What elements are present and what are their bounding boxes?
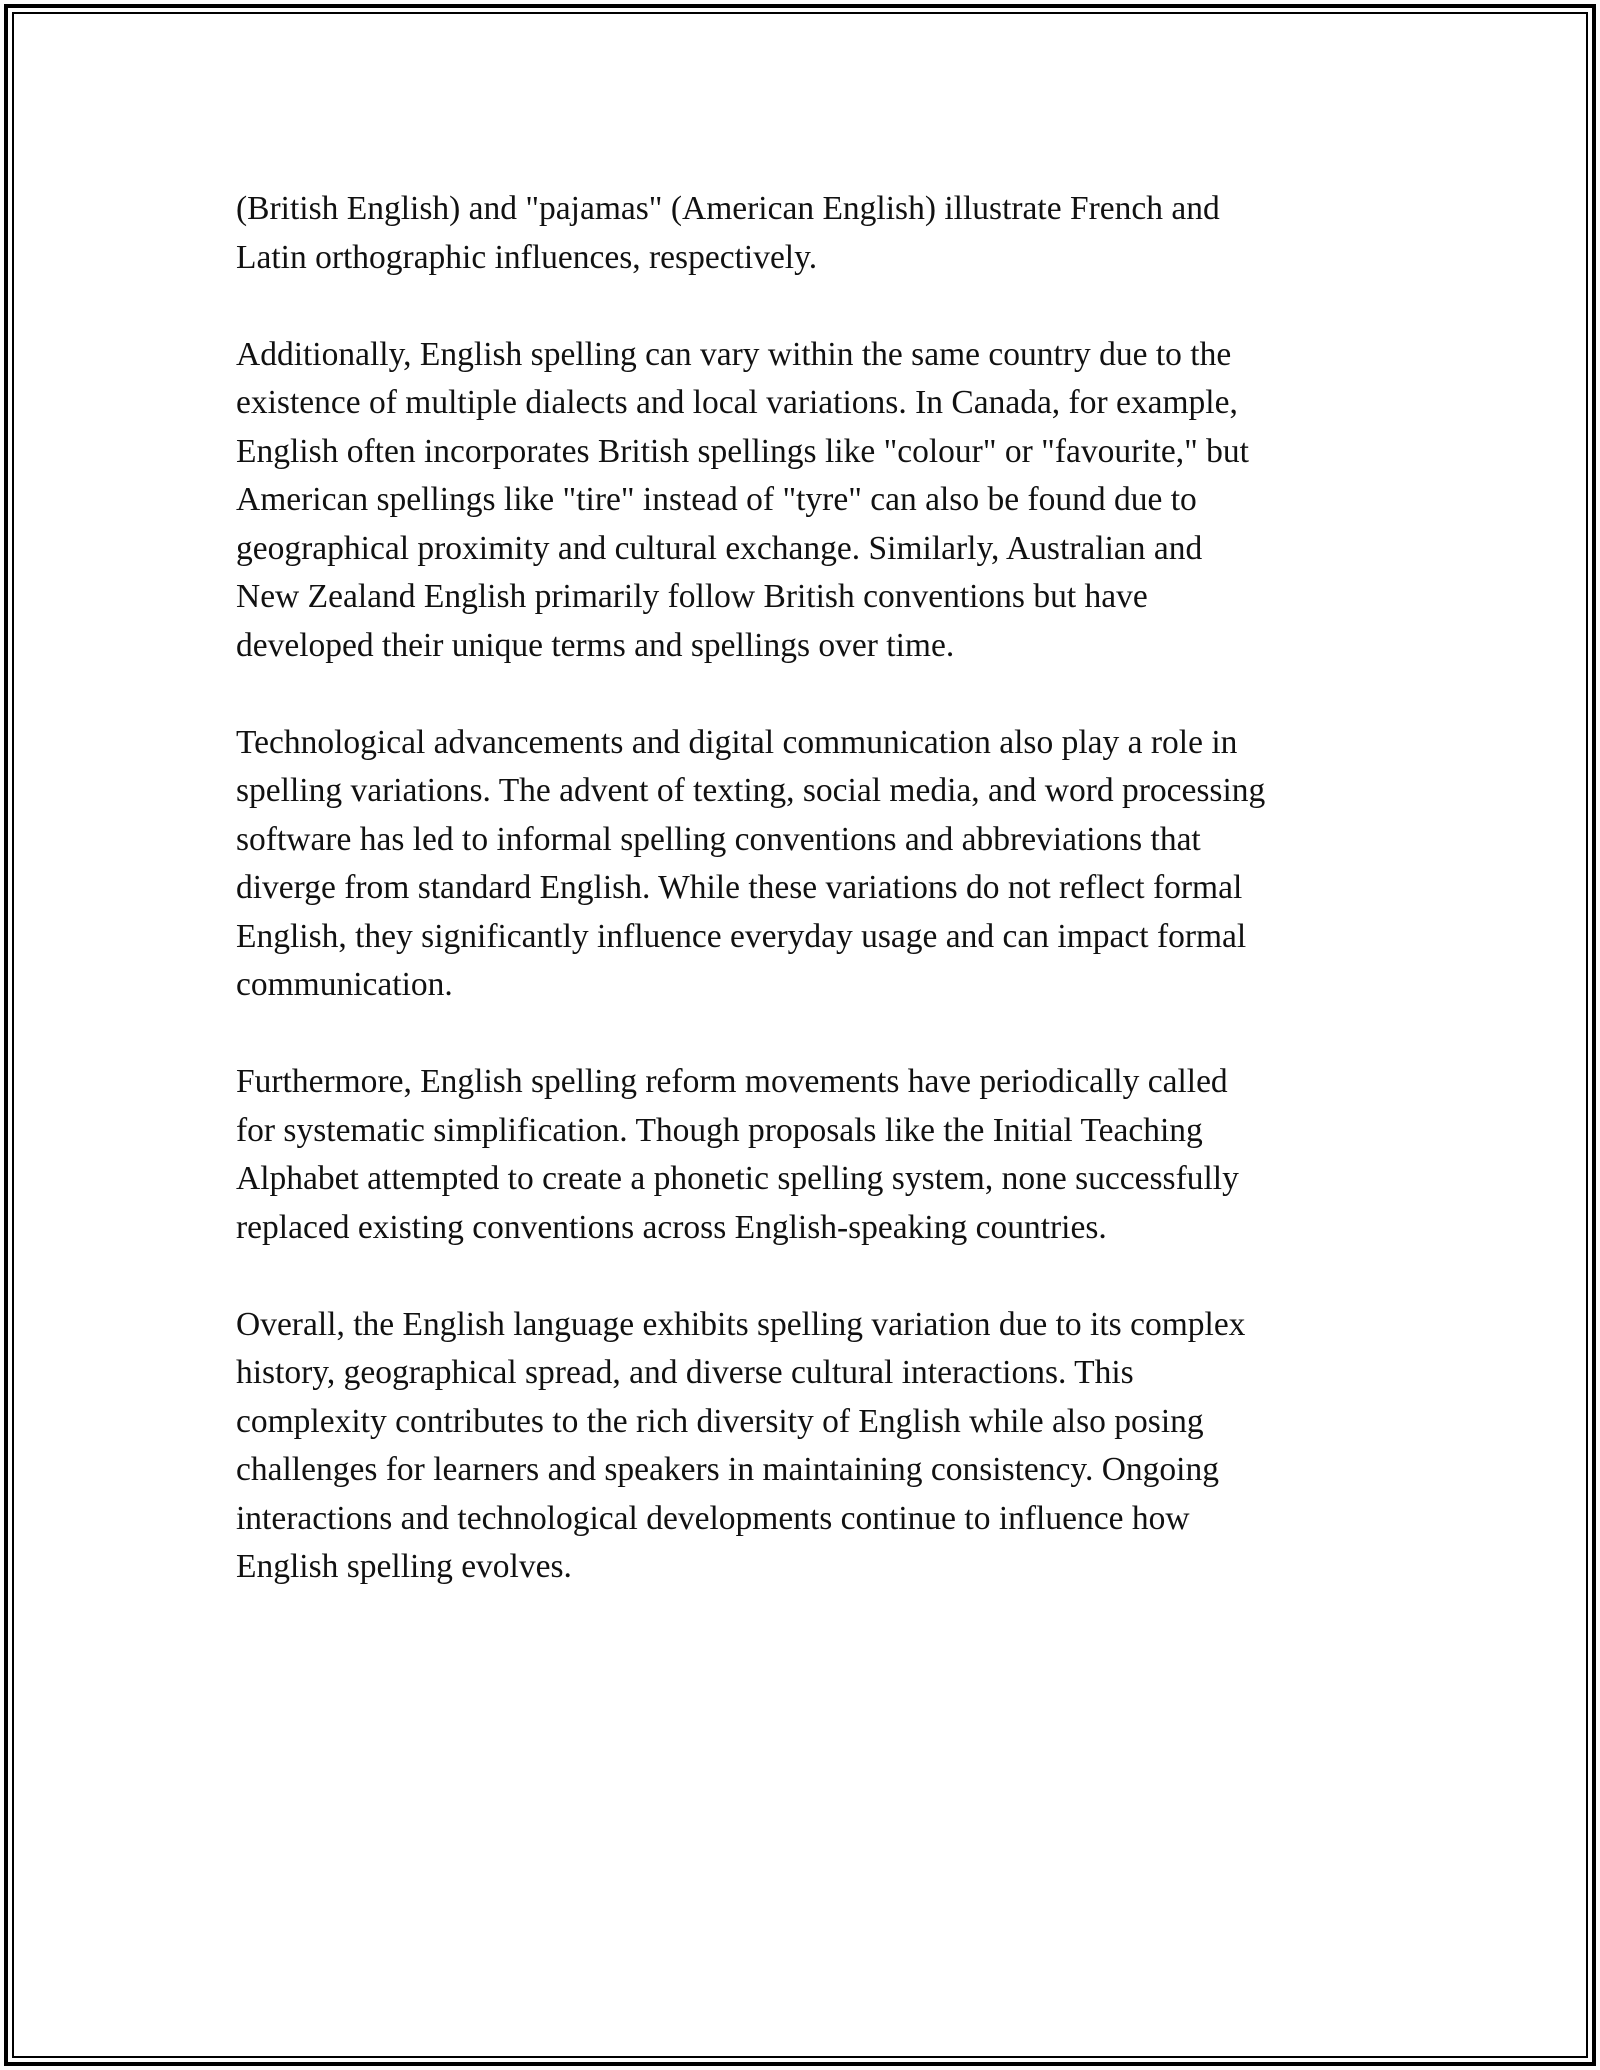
document-body <box>236 185 1376 1640</box>
paragraph-regional-variation: Additionally, English spelling can vary within the same country due to the existence of multiple dialects and local variations. In Canada, for example, English often incorporates British spellings like "colour" or "favourite," but American spellings like "tire" instead of "tyre" can also be found due to geographical proximity and cultural exchange. Similarly, Australian and New Zealand English primarily follow British conventions but have developed their unique terms and spellings over time. <box>236 335 1249 664</box>
paragraph-conclusion: Overall, the English language exhibits spelling variation due to its complex history, geographical spread, and diverse cultural interactions. This complexity contributes to the rich diversity of English while also posing challenges for learners and speakers in maintaining consistency. Ongoing interactions and technological developments continue to influence how English spelling evolves. <box>236 1305 1246 1585</box>
paragraph-spelling-influences: (British English) and "pajamas" (American English) illustrate French and Latin orthographic influences, respectively. <box>236 190 1220 276</box>
paragraph-technology: Technological advancements and digital communication also play a role in spelling variations. The advent of texting, social media, and word processing software has led to informal spelling conventions and abbreviations that diverge from standard English. While these variations do not reflect formal English, they significantly influence everyday usage and can impact formal communication. <box>236 723 1266 1003</box>
paragraph-spelling-reform: Furthermore, English spelling reform movements have periodically called for systematic simplification. Though proposals like the Initial Teaching Alphabet attempted to create a phonetic spelling system, none successfully replaced existing conventions across English-speaking countries. <box>236 1063 1239 1246</box>
